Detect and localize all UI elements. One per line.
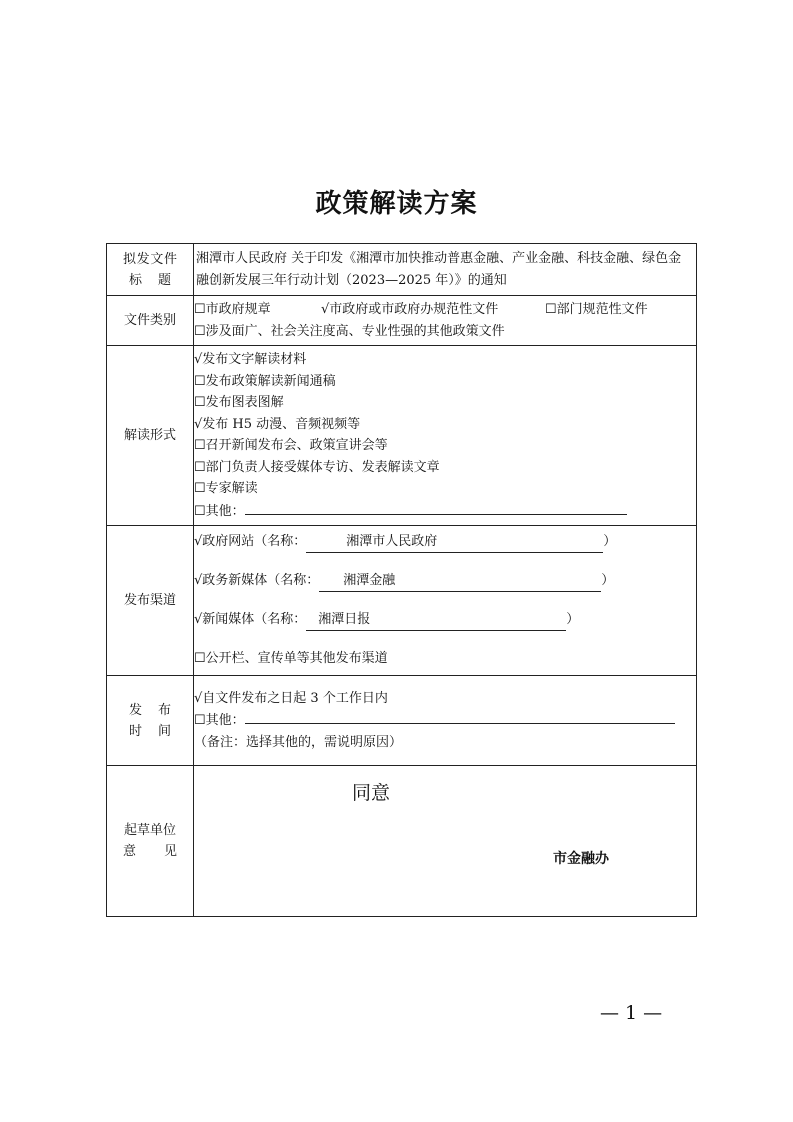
other-blank-line[interactable]	[245, 500, 627, 515]
release-other-blank-line[interactable]	[245, 709, 675, 724]
checkbox-other-channel[interactable]: ☐公开栏、宣传单等其他发布渠道	[194, 651, 388, 666]
checkbox-option[interactable]: ☐涉及面广、社会关注度高、专业性强的其他政策文件	[194, 323, 505, 339]
checkbox-option[interactable]: √发布文字解读材料	[194, 352, 307, 367]
checkbox-option[interactable]: ☐市政府规章	[194, 302, 271, 317]
checkbox-release-3days[interactable]: √自文件发布之日起 3 个工作日内	[194, 690, 388, 706]
checkbox-gov-media[interactable]: √政务新媒体（名称：	[194, 573, 320, 588]
checkbox-option[interactable]: ☐部门规范性文件	[545, 302, 648, 317]
row-channels	[107, 526, 697, 676]
release-time-options	[194, 676, 697, 766]
checkbox-option-other[interactable]: ☐其他：	[194, 503, 245, 519]
label-release-time: 发 布 时 间	[107, 676, 194, 766]
gov-media-name: 湘潭金融	[319, 571, 601, 592]
label-interpret-form: 解读形式	[107, 346, 194, 526]
channel-options: √政府网站（名称： 湘潭市人民政府 ） √政务新媒体（名称： 湘潭金融 ） √新闻媒体（名称： 湘潭日报 ） ☐公开栏、宣传单等其他发布渠道	[194, 526, 697, 676]
checkbox-option[interactable]: ☐召开新闻发布会、政策宣讲会等	[194, 438, 388, 453]
label-doc-type: 文件类别	[107, 296, 194, 346]
row-release-time	[107, 676, 697, 766]
drafting-unit-name: 市金融办	[553, 850, 609, 866]
page-title: 政策解读方案	[315, 189, 478, 219]
checkbox-option[interactable]: ☐专家解读	[194, 481, 258, 496]
row-interpret-form	[107, 346, 697, 526]
opinion-text: 同意	[352, 783, 391, 804]
row-doc-title	[107, 244, 697, 296]
gov-site-name: 湘潭市人民政府	[306, 532, 603, 553]
checkbox-option[interactable]: √发布 H5 动漫、音频视频等	[194, 416, 361, 432]
page-number: — 1 —	[600, 1002, 663, 1024]
checkbox-release-other[interactable]: ☐其他：	[194, 713, 245, 729]
row-drafter-opinion	[107, 766, 697, 917]
checkbox-option[interactable]: ☐发布政策解读新闻通稿	[194, 373, 336, 389]
checkbox-option[interactable]: ☐发布图表图解	[194, 395, 284, 410]
drafter-opinion-cell	[194, 766, 697, 917]
label-channels: 发布渠道	[107, 526, 194, 676]
checkbox-option[interactable]: √市政府或市政府办规范性文件	[321, 302, 499, 317]
label-drafter-opinion: 起草单位 意 见	[107, 766, 194, 917]
checkbox-option[interactable]: ☐部门负责人接受媒体专访、发表解读文章	[194, 459, 440, 475]
interpret-form-options	[194, 346, 697, 526]
release-note: （备注：选择其他的，需说明原因）	[194, 734, 403, 750]
label-doc-title: 拟 发 文 件 标 题	[107, 244, 194, 296]
row-doc-type	[107, 296, 697, 346]
doc-type-options	[194, 296, 697, 346]
checkbox-gov-site[interactable]: √政府网站（名称：	[194, 534, 307, 549]
interpretation-form-table	[106, 243, 697, 917]
doc-title-value: 湘潭市人民政府 关于印发《湘潭市加快推动普惠金融、产业金融、科技金融、绿色金融创新发展三年行动计划（2023—2025 年）》的通知	[194, 244, 697, 296]
news-media-name: 湘潭日报	[306, 610, 566, 631]
checkbox-news-media[interactable]: √新闻媒体（名称：	[194, 612, 307, 627]
